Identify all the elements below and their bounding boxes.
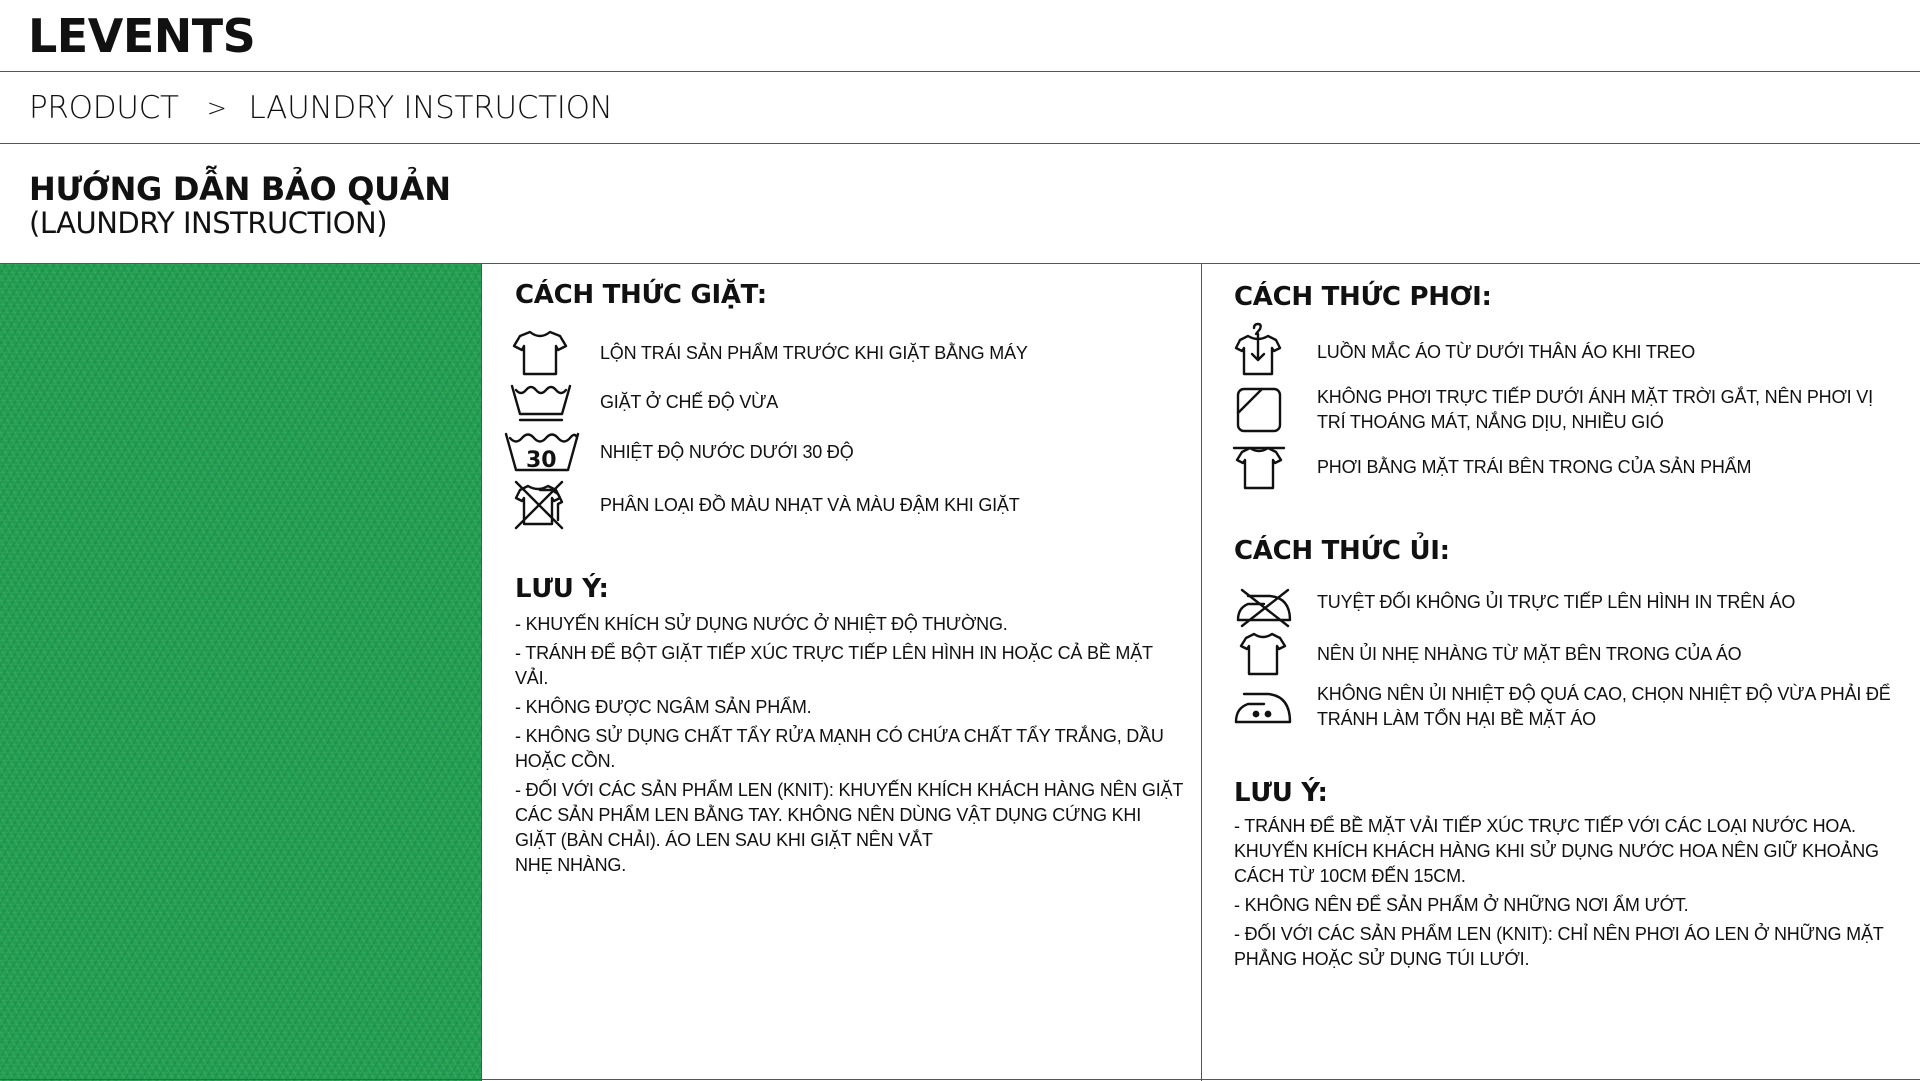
page-title: HƯỚNG DẪN BẢO QUẢN [29,170,451,208]
wash-tub-30-label: 30 [526,448,557,473]
ironing-note: - ĐỐI VỚI CÁC SẢN PHẨM LEN (KNIT): CHỈ NÊN PHƠI ÁO LEN Ở NHỮNG MẶT PHẲNG HOẶC SỬ DỤNG TÚI LƯỚI. [1234,924,1884,969]
washing-note: - TRÁNH ĐỂ BỘT GIẶT TIẾP XÚC TRỰC TIẾP LÊN HÌNH IN HOẶC CẢ BỀ MẶT VẢI. [515,643,1153,688]
ironing-note: - KHÔNG NÊN ĐỂ SẢN PHẨM Ở NHỮNG NƠI ẨM ƯỚT. [1234,895,1689,915]
breadcrumb-separator: > [206,94,227,122]
washing-note: - ĐỐI VỚI CÁC SẢN PHẨM LEN (KNIT): KHUYẾN KHÍCH KHÁCH HÀNG NÊN GIẶT CÁC SẢN PHẨM LEN BẰNG TAY. KHÔNG NÊN DÙNG VẬT DỤNG CỨNG KHI GIẶT (BÀN CHẢI). ÁO LEN SAU KHI GIẶT NÊN VẮT [515,780,1183,850]
brand-logo[interactable]: LEVENTS [28,9,256,63]
hanger-tshirt-icon [1232,324,1296,376]
ironing-title: CÁCH THỨC ỦI: [1234,536,1450,566]
tshirt-clothesline-icon [1234,444,1298,496]
washing-item-text: LỘN TRÁI SẢN PHẨM TRƯỚC KHI GIẶT BẰNG MÁY [600,343,1028,363]
fabric-swatch-image [0,264,481,1081]
drying-item-text: KHÔNG PHƠI TRỰC TIẾP DƯỚI ÁNH MẶT TRỜI GẮT, NÊN PHƠI VỊ TRÍ THOÁNG MÁT, NẮNG DỊU, NHIỀU GIÓ [1317,387,1873,432]
wash-tub-normal-icon [510,378,574,430]
washing-note: - KHÔNG SỬ DỤNG CHẤT TẨY RỬA MẠNH CÓ CHỨA CHẤT TẨY TRẮNG, DẦU HOẶC CỒN. [515,726,1164,771]
washing-item-text: NHIỆT ĐỘ NƯỚC DƯỚI 30 ĐỘ [600,442,854,462]
ironing-note: - TRÁNH ĐỂ BỀ MẶT VẢI TIẾP XÚC TRỰC TIẾP VỚI CÁC LOẠI NƯỚC HOA. KHUYẾN KHÍCH KHÁCH HÀNG KHI SỬ DỤNG NƯỚC HOA NÊN GIỮ KHOẢNG CÁCH TỪ 10CM ĐẾN 15CM. [1234,816,1879,886]
drying-title: CÁCH THỨC PHƠI: [1234,282,1492,312]
washing-note: - KHUYẾN KHÍCH SỬ DỤNG NƯỚC Ở NHIỆT ĐỘ THƯỜNG. [515,614,1008,634]
dry-in-shade-icon [1236,387,1300,439]
ironing-item-text: KHÔNG NÊN ỦI NHIỆT ĐỘ QUÁ CAO, CHỌN NHIỆT ĐỘ VỪA PHẢI ĐỂ TRÁNH LÀM TỔN HẠI BỀ MẶT ÁO [1317,684,1891,729]
washing-note: - KHÔNG ĐƯỢC NGÂM SẢN PHẨM. [515,697,812,717]
breadcrumb-product-link[interactable]: PRODUCT [29,90,179,126]
drying-item-text: PHƠI BẰNG MẶT TRÁI BÊN TRONG CỦA SẢN PHẨM [1317,457,1752,477]
washing-title: CÁCH THỨC GIẶT: [515,280,767,310]
washing-notes [515,612,1185,882]
washing-notes-title: LƯU Ý: [515,574,609,604]
washing-item-text: GIẶT Ở CHẾ ĐỘ VỪA [600,392,779,412]
separate-colors-icon [514,480,578,532]
drying-item-text: LUỒN MẮC ÁO TỪ DƯỚI THÂN ÁO KHI TREO [1317,342,1696,362]
header-divider [0,71,1920,72]
page-subtitle: (LAUNDRY INSTRUCTION) [29,206,388,240]
ironing-item-text: TUYỆT ĐỐI KHÔNG ỦI TRỰC TIẾP LÊN HÌNH IN TRÊN ÁO [1317,592,1796,612]
column-divider-right [1201,264,1202,1081]
breadcrumb [29,88,613,128]
no-iron-on-print-icon [1234,582,1298,634]
breadcrumb-divider [0,143,1920,144]
wash-tub-30-icon [504,428,580,480]
tshirt-inside-out-icon [510,328,574,380]
ironing-item-text: NÊN ỦI NHẸ NHÀNG TỪ MẶT BÊN TRONG CỦA ÁO [1317,644,1742,664]
column-divider-left [481,264,482,1081]
washing-item-text: PHÂN LOẠI ĐỒ MÀU NHẠT VÀ MÀU ĐẬM KHI GIẶT [600,495,1020,515]
tshirt-iron-inside-icon [1238,632,1302,684]
iron-medium-heat-icon [1234,686,1298,738]
bottom-divider [0,1079,1920,1080]
washing-note: NHẸ NHÀNG. [515,855,627,875]
ironing-notes-title: LƯU Ý: [1234,778,1328,808]
ironing-notes [1234,814,1884,976]
breadcrumb-current: LAUNDRY INSTRUCTION [248,90,613,126]
